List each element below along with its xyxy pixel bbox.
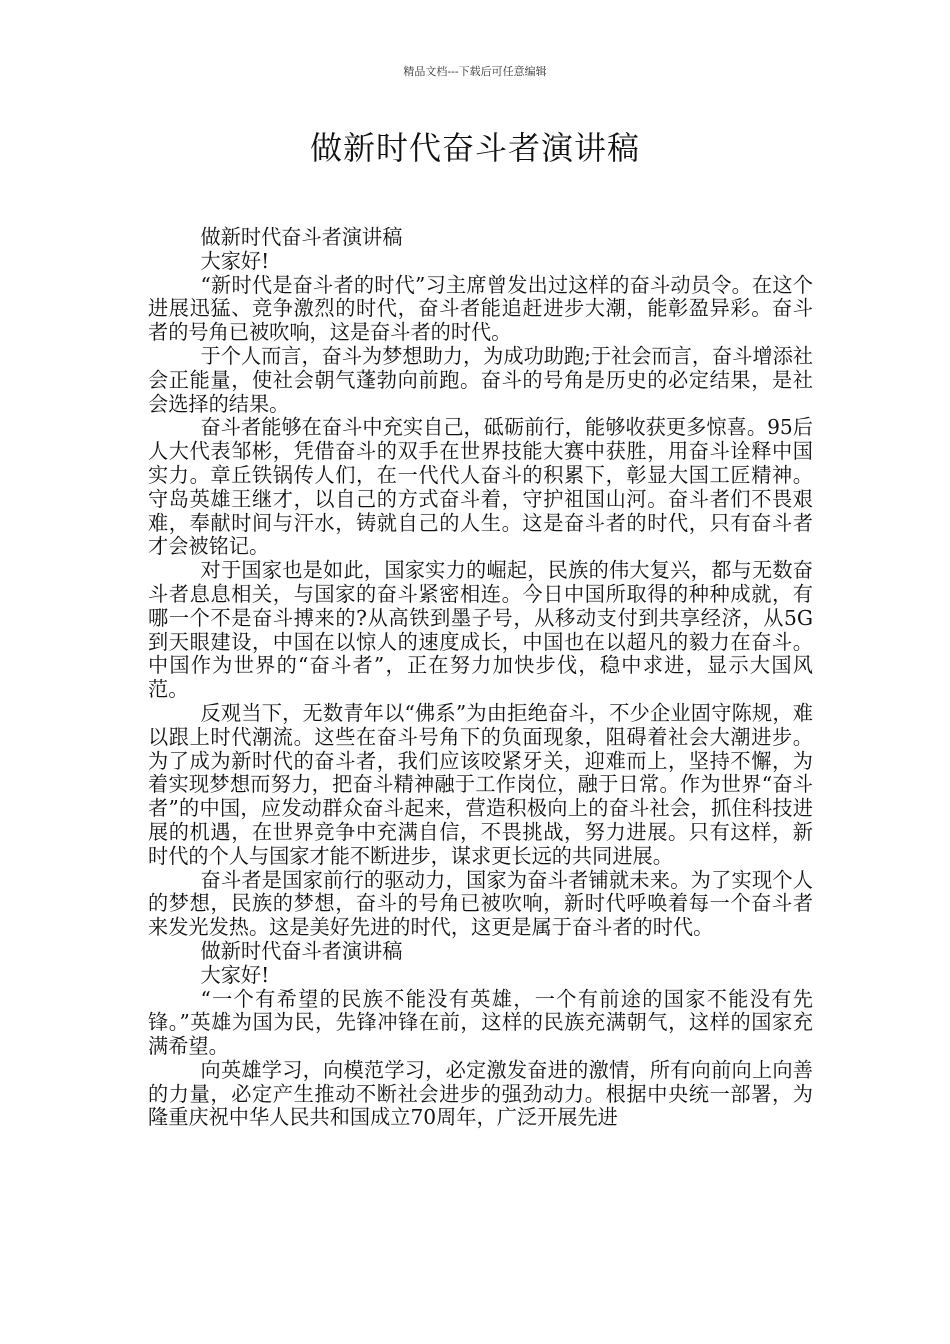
paragraph: “新时代是奋斗者的时代”习主席曾发出过这样的奋斗动员令。在这个进展迅猛、竞争激烈的时代，奋斗者能追赶进步大潮，能彰盈异彩。奋斗者的号角已被吹响，这是奋斗者的时代。 bbox=[148, 272, 813, 345]
document-body bbox=[148, 226, 813, 1130]
paragraph: 大家好! bbox=[200, 962, 270, 987]
paragraph: 向英雄学习，向模范学习，必定激发奋进的激情，所有向前向上向善的力量，必定产生推动不断社会进步的强劲动力。根据中央统一部署，为隆重庆祝中华人民共和国成立70周年，广泛开展先进 bbox=[148, 1057, 813, 1130]
paragraph: 于个人而言，奋斗为梦想助力，为成功助跑;于社会而言，奋斗增添社会正能量，使社会朝气蓬勃向前跑。奋斗的号角是历史的必定结果，是社会选择的结果。 bbox=[148, 343, 813, 416]
paragraph: 对于国家也是如此，国家实力的崛起，民族的伟大复兴，都与无数奋斗者息息相关，与国家的奋斗紧密相连。今日中国所取得的种种成就，有哪一个不是奋斗搏来的?从高铁到墨子号，从移动支付到共享经济，从5G到天眼建设，中国在以惊人的速度成长，中国也在以超凡的毅力在奋斗。中国作为世界的“奋斗者”，正在努力加快步伐，稳中求进，显示大国风范。 bbox=[148, 558, 813, 702]
paragraph: 做新时代奋斗者演讲稿 bbox=[200, 938, 403, 963]
paragraph: 奋斗者是国家前行的驱动力，国家为奋斗者铺就未来。为了实现个人的梦想，民族的梦想，奋斗的号角已被吹响，新时代呼唤着每一个奋斗者来发光发热。这是美好先进的时代，这更是属于奋斗者的时代。 bbox=[148, 867, 813, 940]
paragraph: “一个有希望的民族不能没有英雄，一个有前途的国家不能没有先锋。”英雄为国为民，先锋冲锋在前，这样的民族充满朝气，这样的国家充满希望。 bbox=[148, 986, 813, 1059]
paragraph: 做新时代奋斗者演讲稿 bbox=[200, 225, 403, 249]
paragraph: 奋斗者能够在奋斗中充实自己，砥砺前行，能够收获更多惊喜。95后人大代表邹彬，凭借奋斗的双手在世界技能大赛中获胜，用奋斗诠释中国实力。章丘铁锅传人们，在一代代人奋斗的积累下，彰显大国工匠精神。守岛英雄王继才，以自己的方式奋斗着，守护祖国山河。奋斗者们不畏艰难，奉献时间与汗水，铸就自己的人生。这是奋斗者的时代，只有奋斗者才会被铭记。 bbox=[148, 415, 813, 559]
paragraph: 反观当下，无数青年以“佛系”为由拒绝奋斗，不少企业固守陈规，难以跟上时代潮流。这些在奋斗号角下的负面现象，阻碍着社会大潮进步。为了成为新时代的奋斗者，我们应该咬紧牙关，迎难而上，坚持不懈，为着实现梦想而努力，把奋斗精神融于工作岗位，融于日常。作为世界“奋斗者”的中国，应发动群众奋斗起来，营造积极向上的奋斗社会，抓住科技进展的机遇，在世界竞争中充满自信，不畏挑战，努力进展。只有这样，新时代的个人与国家才能不断进步，谋求更长远的共同进展。 bbox=[148, 700, 813, 868]
document-title: 做新时代奋斗者演讲稿 bbox=[309, 129, 640, 167]
paragraph: 大家好! bbox=[200, 248, 270, 273]
header-note: 精品文档---下载后可任意编辑 bbox=[403, 65, 547, 78]
